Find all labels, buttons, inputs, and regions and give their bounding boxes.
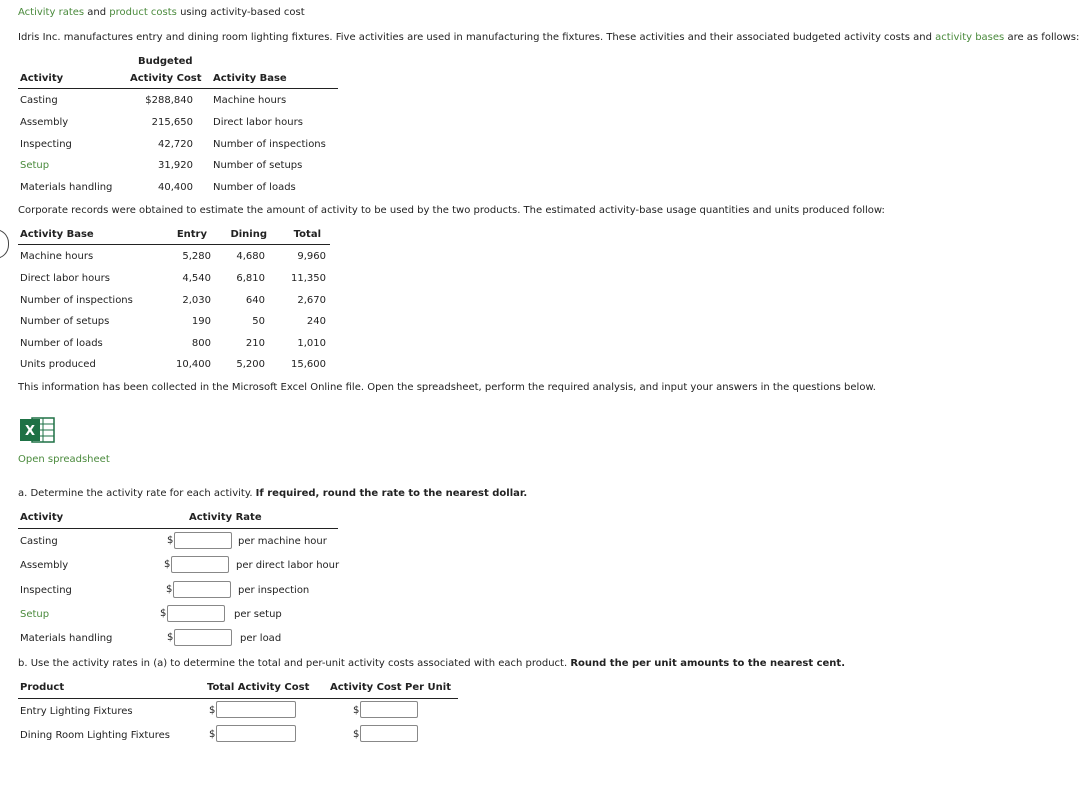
activity-name: Casting	[20, 95, 58, 106]
intro-tail: are as follows:	[1004, 32, 1080, 43]
rate-row-label: Assembly	[20, 560, 69, 571]
activity-name-setup-link[interactable]: Setup	[20, 160, 50, 171]
rate-unit: per inspection	[238, 585, 310, 596]
question-a	[18, 488, 527, 499]
setup-rate-input[interactable]	[167, 605, 225, 622]
usage-entry: 10,400	[176, 359, 211, 370]
divider	[18, 88, 338, 89]
activity-base: Machine hours	[213, 95, 287, 106]
intro-paragraph	[18, 32, 1079, 43]
header-product: Product	[20, 682, 65, 693]
heading-text: and	[84, 7, 110, 18]
usage-total: 2,670	[297, 295, 326, 306]
header-activity-base: Activity Base	[213, 73, 287, 84]
usage-entry: 4,540	[182, 273, 211, 284]
usage-dining: 210	[245, 338, 265, 349]
header-total: Total	[293, 229, 321, 240]
svg-text:X: X	[24, 424, 36, 439]
side-bracket	[0, 229, 9, 259]
usage-row-label: Machine hours	[20, 251, 94, 262]
product-name: Dining Room Lighting Fixtures	[20, 730, 170, 741]
dollar-sign: $	[209, 729, 216, 740]
dining-per-unit-cost-input[interactable]	[360, 725, 418, 742]
divider	[18, 698, 458, 699]
dollar-sign: $	[353, 705, 360, 716]
activity-base: Direct labor hours	[213, 117, 303, 128]
rate-row-label: Materials handling	[20, 633, 113, 644]
usage-entry: 5,280	[182, 251, 211, 262]
usage-dining: 50	[252, 316, 265, 327]
usage-row-label: Units produced	[20, 359, 96, 370]
usage-row-label: Direct labor hours	[20, 273, 110, 284]
activity-name: Assembly	[20, 117, 69, 128]
corporate-text: Corporate records were obtained to estimate the amount of activity to be used by the two products. The estimated activity-base usage quantities and units produced follow:	[18, 205, 885, 216]
heading-link-product-costs[interactable]: product costs	[109, 7, 177, 18]
usage-dining: 5,200	[236, 359, 265, 370]
casting-rate-input[interactable]	[174, 532, 232, 549]
rate-row-label: Casting	[20, 536, 58, 547]
dollar-sign: $	[166, 584, 173, 595]
usage-row-label: Number of setups	[20, 316, 110, 327]
usage-total: 9,960	[297, 251, 326, 262]
entry-per-unit-cost-input[interactable]	[360, 701, 418, 718]
dollar-sign: $	[353, 729, 360, 740]
question-a-text: a. Determine the activity rate for each activity.	[18, 488, 256, 499]
header-budgeted: Budgeted	[138, 56, 193, 67]
open-spreadsheet-link[interactable]: Open spreadsheet	[18, 454, 110, 465]
header-activity: Activity	[20, 512, 64, 523]
usage-row-label: Number of loads	[20, 338, 103, 349]
activity-name: Materials handling	[20, 182, 113, 193]
activity-base: Number of setups	[213, 160, 303, 171]
activity-base: Number of inspections	[213, 139, 326, 150]
rate-row-label: Inspecting	[20, 585, 72, 596]
rate-unit: per setup	[234, 609, 282, 620]
usage-dining: 6,810	[236, 273, 265, 284]
activity-cost: 42,720	[158, 139, 193, 150]
info-text: This information has been collected in the Microsoft Excel Online file. Open the spreadsheet, perform the required analysis, and input your answers in the questions below.	[18, 382, 876, 393]
intro-text: Idris Inc. manufactures entry and dining room lighting fixtures. Five activities are used in manufacturing the fixtures. These activities and their associated budgeted activity costs and	[18, 32, 936, 43]
activity-cost: 31,920	[158, 160, 193, 171]
header-entry: Entry	[176, 229, 207, 240]
product-name: Entry Lighting Fixtures	[20, 706, 133, 717]
usage-row-label: Number of inspections	[20, 295, 133, 306]
question-b-text: b. Use the activity rates in (a) to determine the total and per-unit activity costs associated with each product.	[18, 658, 571, 669]
materials-handling-rate-input[interactable]	[174, 629, 232, 646]
dining-total-cost-input[interactable]	[216, 725, 296, 742]
dollar-sign: $	[167, 632, 174, 643]
activity-cost: $288,840	[145, 95, 193, 106]
dollar-sign: $	[167, 535, 174, 546]
rate-unit: per machine hour	[238, 536, 327, 547]
usage-entry: 190	[191, 316, 211, 327]
header-total-activity-cost: Total Activity Cost	[207, 682, 310, 693]
entry-total-cost-input[interactable]	[216, 701, 296, 718]
question-b	[18, 658, 845, 669]
header-activity-rate: Activity Rate	[189, 512, 262, 523]
usage-dining: 640	[245, 295, 265, 306]
rate-unit: per load	[240, 633, 282, 644]
divider	[18, 528, 338, 529]
header-dining: Dining	[230, 229, 267, 240]
heading-text-tail: using activity-based cost	[176, 7, 305, 18]
usage-entry: 2,030	[182, 295, 211, 306]
header-activity-base: Activity Base	[20, 229, 94, 240]
dollar-sign: $	[209, 705, 216, 716]
rate-unit: per direct labor hour	[236, 560, 340, 571]
question-b-instruction: Round the per unit amounts to the nearest cent.	[570, 658, 846, 669]
usage-total: 240	[306, 316, 326, 327]
excel-icon[interactable]	[18, 416, 56, 444]
usage-dining: 4,680	[236, 251, 265, 262]
dollar-sign: $	[164, 559, 171, 570]
header-activity-cost: Activity Cost	[130, 73, 202, 84]
usage-total: 11,350	[291, 273, 326, 284]
inspecting-rate-input[interactable]	[173, 581, 231, 598]
activity-name: Inspecting	[20, 139, 72, 150]
header-activity: Activity	[20, 73, 64, 84]
divider	[18, 244, 330, 245]
dollar-sign: $	[160, 608, 167, 619]
usage-total: 1,010	[297, 338, 326, 349]
activity-cost: 40,400	[158, 182, 193, 193]
assembly-rate-input[interactable]	[171, 556, 229, 573]
question-a-instruction: If required, round the rate to the nearest dollar.	[255, 488, 528, 499]
intro-link-activity-bases[interactable]: activity bases	[935, 32, 1005, 43]
activity-cost: 215,650	[151, 117, 193, 128]
usage-total: 15,600	[291, 359, 326, 370]
heading-link-activity-rates[interactable]: Activity rates	[18, 7, 85, 18]
page-heading	[18, 7, 305, 18]
header-activity-cost-per-unit: Activity Cost Per Unit	[330, 682, 451, 693]
activity-base: Number of loads	[213, 182, 296, 193]
usage-entry: 800	[191, 338, 211, 349]
rate-row-label-setup-link[interactable]: Setup	[20, 609, 50, 620]
